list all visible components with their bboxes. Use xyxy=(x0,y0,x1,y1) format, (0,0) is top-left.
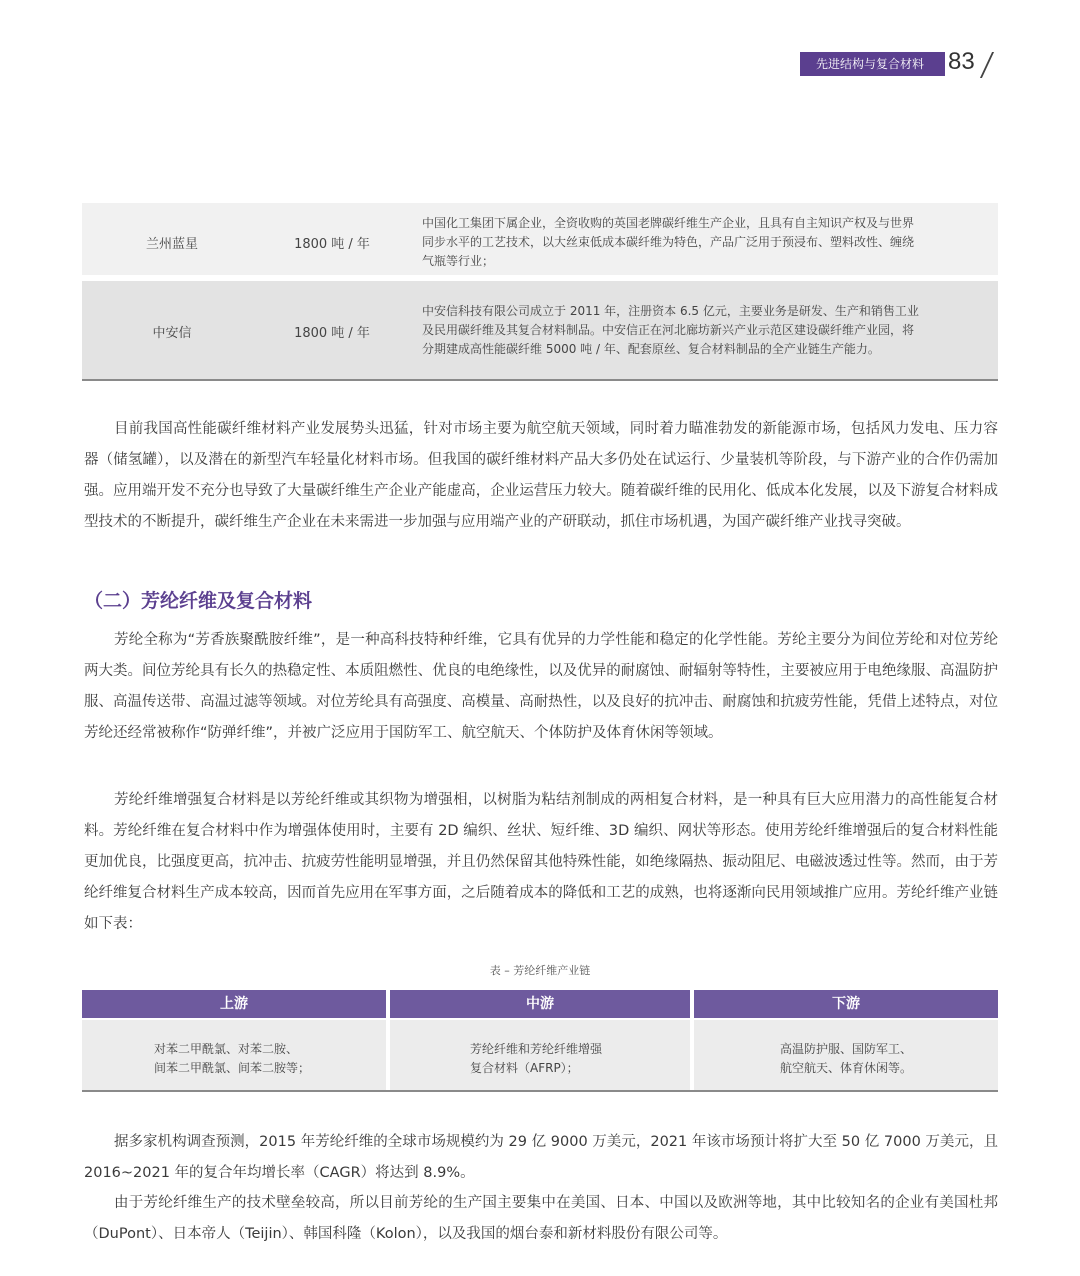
company-capacity: 1800 吨 / 年 xyxy=(294,326,370,341)
description-line: 同步水平的工艺技术，以大丝束低成本碳纤维为特色，产品广泛用于预浸布、塑料改性、缠绕 xyxy=(422,235,915,249)
company-description xyxy=(422,302,972,359)
table-bottom-rule xyxy=(82,1090,998,1092)
table-row xyxy=(82,203,998,281)
paragraph-market-forecast: 据多家机构调查预测，2015 年芳纶纤维的全球市场规模约为 29 亿 9000 万美元，2021 年该市场预计将扩大至 50 亿 7000 万美元，且 2016~2021 年的复合年均增长率（CAGR）将达到 8.9%。 xyxy=(84,1134,998,1181)
company-name: 中安信 xyxy=(152,326,192,341)
column-header-midstream: 中游 xyxy=(390,990,690,1018)
company-table xyxy=(82,203,998,381)
description-line: 中安信科技有限公司成立于 2011 年，注册资本 6.5 亿元，主要业务是研发、生产和销售工业 xyxy=(422,304,919,318)
description-line: 及民用碳纤维及其复合材料制品。中安信正在河北廊坊新兴产业示范区建设碳纤维产业园，将 xyxy=(422,323,915,337)
downstream-cell xyxy=(694,1020,998,1090)
upstream-cell xyxy=(82,1020,386,1090)
table-caption: 表 – 芳纶纤维产业链 xyxy=(489,964,591,977)
page-number: 83 xyxy=(948,48,975,75)
description-line: 中国化工集团下属企业，全资收购的英国老牌碳纤维生产企业，且具有自主知识产权及与世界 xyxy=(422,216,915,230)
paragraph-carbon-fiber-outlook: 目前我国高性能碳纤维材料产业发展势头迅猛，针对市场主要为航空航天领域，同时着力瞄准勃发的新能源市场，包括风力发电、压力容器（储氢罐），以及潜在的新型汽车轻量化材料市场。但我国的碳纤维材料产品大多仍处在试运行、少量装机等阶段，与下游产业的合作仍需加强。应用端开发不充分也导致了大量碳纤维生产企业产能虚高，企业运营压力较大。随着碳纤维的民用化、低成本化发展，以及下游复合材料成型技术的不断提升，碳纤维生产企业在未来需进一步加强与应用端产业的产研联动，抓住市场机遇，为国产碳纤维产业找寻突破。 xyxy=(84,421,998,530)
cell-line: 间苯二甲酰氯、间苯二胺等； xyxy=(154,1061,311,1075)
paragraph-aramid-composites: 芳纶纤维增强复合材料是以芳纶纤维或其织物为增强相，以树脂为粘结剂制成的两相复合材料，是一种具有巨大应用潜力的高性能复合材料。芳纶纤维在复合材料中作为增强体使用时，主要有 2D 编织、丝状、短纤维、3D 编织、网状等形态。使用芳纶纤维增强后的复合材料性能更加优良，比强度更高，抗冲击、抗疲劳性能明显增强，并且仍然保留其他特殊性能，如绝缘隔热、振动阻尼、电磁波透过性等。然而，由于芳纶纤维复合材料生产成本较高，因而首先应用在军事方面，之后随着成本的降低和工艺的成熟，也将逐渐向民用领域推广应用。芳纶纤维产业链如下表： xyxy=(84,792,998,932)
column-header-upstream: 上游 xyxy=(82,990,386,1018)
company-capacity: 1800 吨 / 年 xyxy=(294,237,370,252)
paragraph-aramid-intro: 芳纶全称为“芳香族聚酰胺纤维”，是一种高科技特种纤维，它具有优异的力学性能和稳定的化学性能。芳纶主要分为间位芳纶和对位芳纶两大类。间位芳纶具有长久的热稳定性、本质阻燃性、优良的电绝缘性，以及优异的耐腐蚀、耐辐射等特性，主要被应用于电绝缘服、高温防护服、高温传送带、高温过滤等领域。对位芳纶具有高强度、高模量、高耐热性，以及良好的抗冲击、耐腐蚀和抗疲劳性能，凭借上述特点，对位芳纶还经常被称作“防弹纤维”，并被广泛应用于国防军工、航空航天、个体防护及体育休闲等领域。 xyxy=(84,632,998,741)
cell-line: 芳纶纤维和芳纶纤维增强 xyxy=(470,1042,603,1056)
cell-line: 航空航天、体育休闲等。 xyxy=(780,1061,913,1075)
description-line: 分期建成高性能碳纤维 5000 吨 / 年、配套原丝、复合材料制品的全产业链生产能力。 xyxy=(422,342,880,356)
description-line: 气瓶等行业； xyxy=(422,254,495,268)
column-header-downstream: 下游 xyxy=(694,990,998,1018)
paragraph-producers: 由于芳纶纤维生产的技术壁垒较高，所以目前芳纶的生产国主要集中在美国、日本、中国以及欧洲等地，其中比较知名的企业有美国杜邦（DuPont）、日本帝人（Teijin）、韩国科隆（Kolon），以及我国的烟台泰和新材料股份有限公司等。 xyxy=(84,1195,998,1242)
company-name: 兰州蓝星 xyxy=(145,237,198,252)
cell-line: 高温防护服、国防军工、 xyxy=(780,1042,913,1056)
section-header-label: 先进结构与复合材料 xyxy=(800,52,945,76)
table-row xyxy=(82,281,998,381)
company-description xyxy=(422,214,972,271)
cell-line: 复合材料（AFRP）； xyxy=(470,1061,579,1075)
cell-line: 对苯二甲酰氯、对苯二胺、 xyxy=(154,1042,299,1056)
midstream-cell xyxy=(390,1020,690,1090)
header-slash-decoration xyxy=(980,52,994,78)
section-title: （二）芳纶纤维及复合材料 xyxy=(84,590,313,612)
industry-chain-table xyxy=(82,990,998,1098)
